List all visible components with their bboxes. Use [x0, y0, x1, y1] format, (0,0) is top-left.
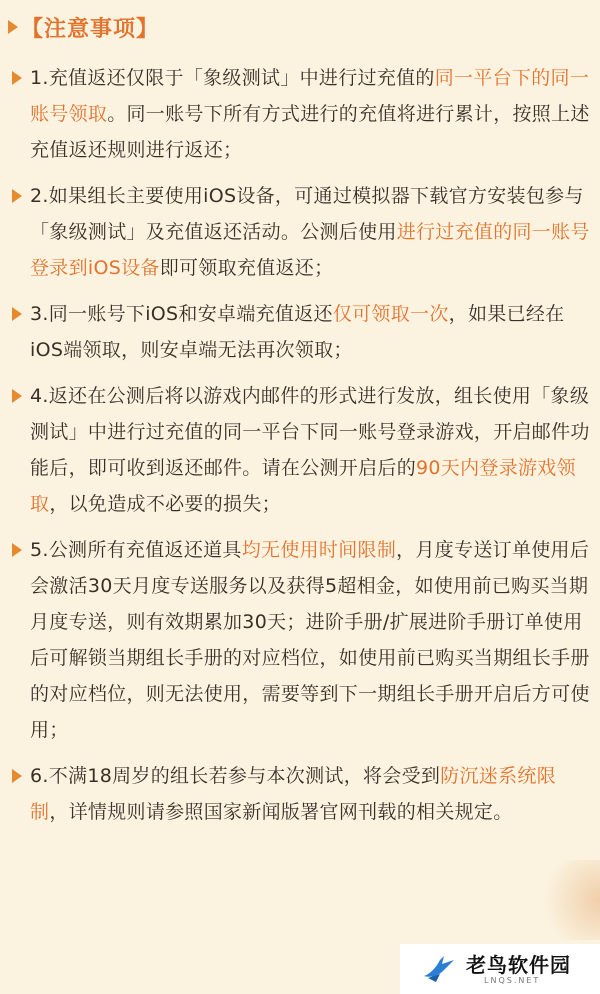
body-text: ，详情规则请参照国家新闻版署官网刊载的相关规定。 — [49, 801, 513, 823]
bullet-arrow-icon — [12, 189, 22, 203]
highlight-text: 进行过充值的同一账号登录到iOS设备 — [30, 221, 590, 279]
body-text: 2.如果组长主要使用iOS设备，可通过模拟器下载官方安装包参与「象级测试」及充值返还活动。公测后使用 — [30, 185, 584, 243]
logo-name: 老鸟软件园 — [466, 952, 571, 977]
highlight-text: 均无使用时间限制 — [241, 539, 397, 561]
section-header — [8, 10, 159, 44]
body-text: 5.公测所有充值返还道具 — [30, 539, 242, 561]
highlight-text: 仅可领取一次 — [332, 303, 449, 325]
body-text: 3.同一账号下iOS和安卓端充值返还 — [30, 303, 333, 325]
notice-item — [12, 296, 592, 368]
notice-list — [12, 60, 592, 840]
watermark-logo — [400, 944, 600, 994]
notice-item-text — [30, 60, 592, 168]
highlight-text: 同一平台下的同一账号领取 — [30, 67, 590, 125]
body-text: ，如果已经在iOS端领取，则安卓端无法再次领取； — [30, 303, 565, 361]
notice-item-text — [30, 532, 592, 748]
notice-item-text — [30, 296, 592, 368]
body-text: 4.返还在公测后将以游戏内邮件的形式进行发放，组长使用「象级测试」中进行过充值的同一平台下同一账号登录游戏，开启邮件功能后，即可收到返还邮件。请在公测开启后的 — [30, 385, 590, 479]
notice-item-text — [30, 378, 592, 522]
notice-item-text — [30, 758, 592, 830]
corner-decoration — [530, 860, 600, 940]
body-text: 即可领取充值返还； — [159, 257, 334, 279]
notice-item — [12, 532, 592, 748]
notice-item — [12, 178, 592, 286]
body-text: 1.充值返还仅限于「象级测试」中进行过充值的 — [30, 67, 435, 89]
logo-url: LNQS.NET — [484, 975, 541, 985]
section-title: 【注意事项】 — [21, 16, 160, 42]
bird-logo-icon — [422, 954, 456, 984]
body-text: ，以免造成不必要的损失； — [49, 493, 281, 515]
highlight-text: 防沉迷系统限制 — [30, 765, 557, 823]
body-text: ，月度专送订单使用后会激活30天月度专送服务以及获得5超相金，如使用前已购买当期月度专送，则有效期累加30天；进阶手册/扩展进阶手册订单使用后可解锁当期组长手册的对应档位，如使用前已购买当期组长手册的对应档位，则无法使用，需要等到下一期组长手册开启后方可使用； — [30, 539, 590, 741]
bullet-arrow-icon — [12, 389, 22, 403]
bullet-arrow-icon — [12, 543, 22, 557]
body-text: 6.不满18周岁的组长若参与本次测试，将会受到 — [30, 765, 441, 787]
highlight-text: 90天内登录游戏领取 — [30, 457, 576, 515]
notice-item — [12, 378, 592, 522]
bullet-arrow-icon — [12, 769, 22, 783]
notice-item — [12, 758, 592, 830]
bullet-arrow-icon — [12, 71, 22, 85]
notice-item — [12, 60, 592, 168]
bullet-arrow-icon — [12, 307, 22, 321]
body-text: 。同一账号下所有方式进行的充值将进行累计，按照上述充值返还规则进行返还； — [30, 103, 590, 161]
notice-item-text — [30, 178, 592, 286]
bullet-arrow-icon — [8, 20, 18, 34]
